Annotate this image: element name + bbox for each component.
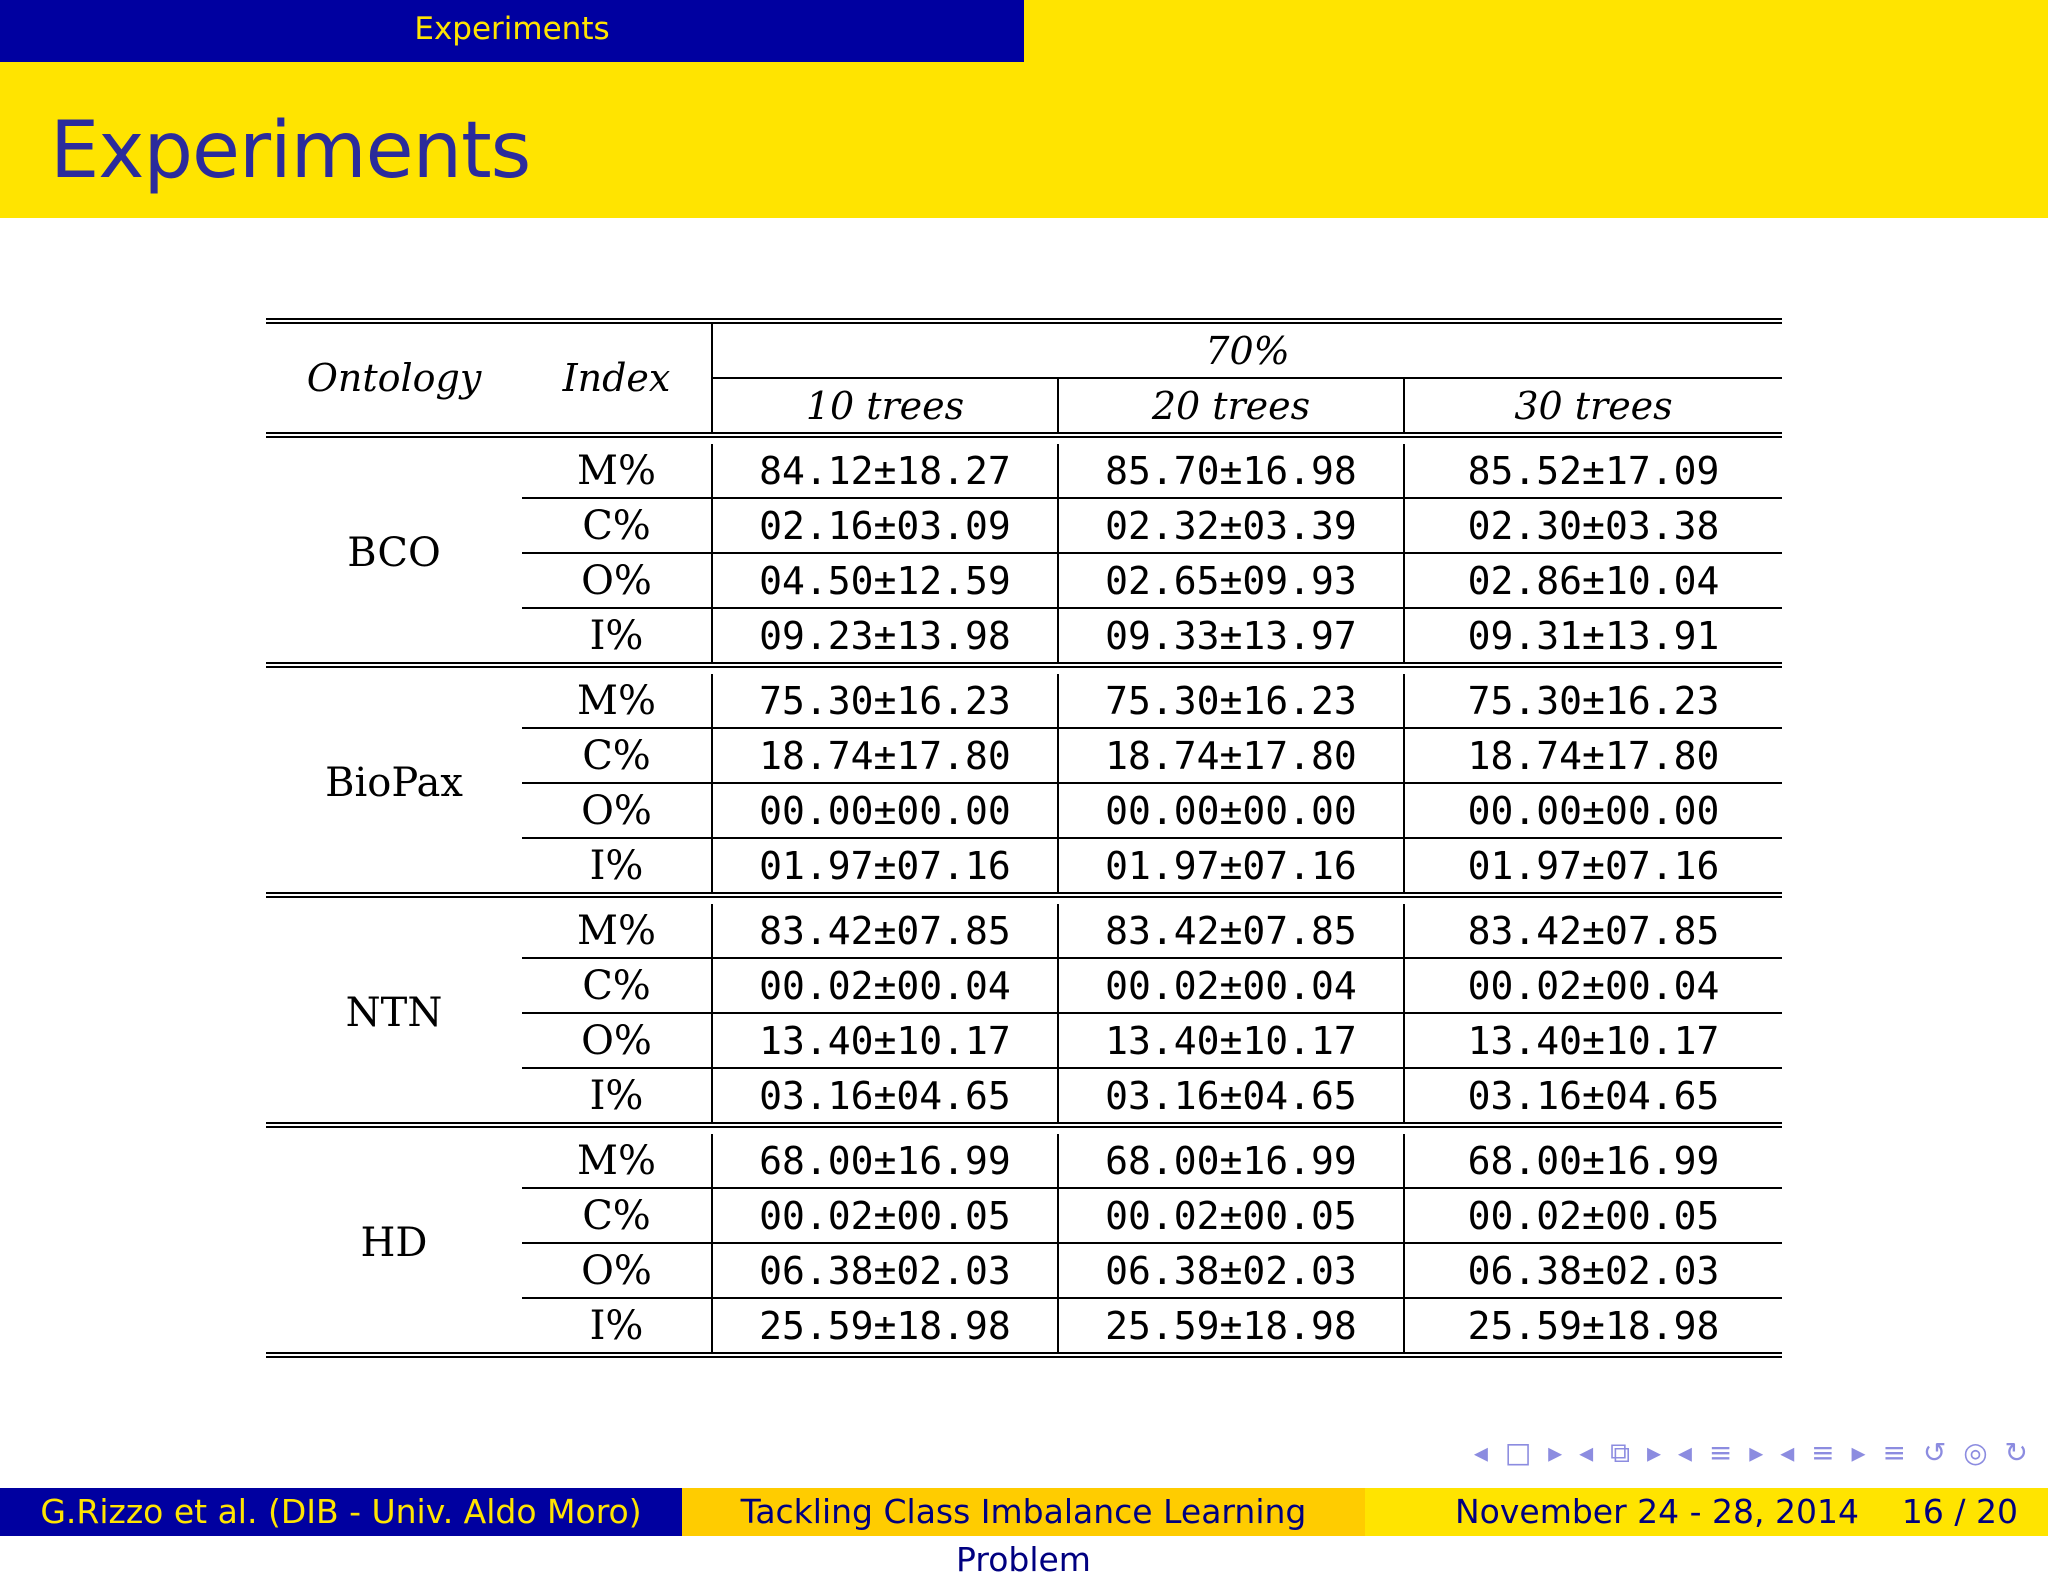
rule-spacer bbox=[266, 435, 1782, 444]
rule-spacer-cell bbox=[266, 435, 1782, 444]
index-label: I% bbox=[522, 838, 712, 895]
value-cell: 06.38±02.03 bbox=[712, 1243, 1058, 1298]
value-cell: 25.59±18.98 bbox=[712, 1298, 1058, 1355]
value-cell: 01.97±07.16 bbox=[1058, 838, 1404, 895]
value-cell: 00.02±00.05 bbox=[1404, 1188, 1782, 1243]
value-cell: 13.40±10.17 bbox=[712, 1013, 1058, 1068]
rule-spacer-cell bbox=[266, 1125, 1782, 1134]
value-cell: 18.74±17.80 bbox=[1058, 728, 1404, 783]
footer-author: G.Rizzo et al. (DIB - Univ. Aldo Moro) bbox=[0, 1488, 682, 1536]
value-cell: 00.02±00.04 bbox=[1404, 958, 1782, 1013]
value-cell: 09.33±13.97 bbox=[1058, 608, 1404, 665]
table-row bbox=[266, 904, 1782, 958]
value-cell: 01.97±07.16 bbox=[1404, 838, 1782, 895]
value-cell: 03.16±04.65 bbox=[712, 1068, 1058, 1125]
rule-spacer bbox=[266, 895, 1782, 904]
ontology-name: HD bbox=[266, 1134, 522, 1355]
value-cell: 85.70±16.98 bbox=[1058, 444, 1404, 498]
value-cell: 06.38±02.03 bbox=[1404, 1243, 1782, 1298]
value-cell: 00.02±00.05 bbox=[712, 1188, 1058, 1243]
ontology-column-header: Ontology bbox=[266, 321, 522, 435]
index-label: M% bbox=[522, 674, 712, 728]
index-label: M% bbox=[522, 444, 712, 498]
index-label: O% bbox=[522, 783, 712, 838]
footer-talk-title: Tackling Class Imbalance Learning Problem bbox=[682, 1488, 1365, 1536]
value-cell: 00.02±00.04 bbox=[712, 958, 1058, 1013]
value-cell: 02.86±10.04 bbox=[1404, 553, 1782, 608]
value-cell: 85.52±17.09 bbox=[1404, 444, 1782, 498]
table-row bbox=[266, 1134, 1782, 1188]
value-cell: 04.50±12.59 bbox=[712, 553, 1058, 608]
index-column-header: Index bbox=[522, 321, 712, 435]
value-cell: 03.16±04.65 bbox=[1404, 1068, 1782, 1125]
value-cell: 18.74±17.80 bbox=[1404, 728, 1782, 783]
trees-header-20: 20 trees bbox=[1058, 378, 1404, 435]
value-cell: 68.00±16.99 bbox=[712, 1134, 1058, 1188]
index-label: I% bbox=[522, 608, 712, 665]
index-label: I% bbox=[522, 1068, 712, 1125]
value-cell: 68.00±16.99 bbox=[1058, 1134, 1404, 1188]
section-nav-experiments[interactable]: Experiments bbox=[0, 0, 1024, 62]
value-cell: 03.16±04.65 bbox=[1058, 1068, 1404, 1125]
rule-spacer bbox=[266, 665, 1782, 674]
table-row bbox=[266, 444, 1782, 498]
value-cell: 09.23±13.98 bbox=[712, 608, 1058, 665]
value-cell: 83.42±07.85 bbox=[1058, 904, 1404, 958]
value-cell: 00.00±00.00 bbox=[1404, 783, 1782, 838]
footer-date: November 24 - 28, 2014 bbox=[1455, 1492, 1859, 1531]
value-cell: 25.59±18.98 bbox=[1058, 1298, 1404, 1355]
value-cell: 13.40±10.17 bbox=[1404, 1013, 1782, 1068]
value-cell: 84.12±18.27 bbox=[712, 444, 1058, 498]
split-group-header: 70% bbox=[712, 321, 1782, 378]
frame-title-band bbox=[0, 62, 2048, 218]
value-cell: 75.30±16.23 bbox=[712, 674, 1058, 728]
top-navigation-bar bbox=[0, 0, 2048, 62]
index-label: C% bbox=[522, 1188, 712, 1243]
table-row bbox=[266, 674, 1782, 728]
trees-header-30: 30 trees bbox=[1404, 378, 1782, 435]
value-cell: 83.42±07.85 bbox=[712, 904, 1058, 958]
index-label: M% bbox=[522, 904, 712, 958]
value-cell: 00.02±00.05 bbox=[1058, 1188, 1404, 1243]
footer-page-number: 16 / 20 bbox=[1901, 1492, 2018, 1531]
ontology-name: BCO bbox=[266, 444, 522, 665]
index-label: O% bbox=[522, 553, 712, 608]
index-label: O% bbox=[522, 1243, 712, 1298]
index-label: C% bbox=[522, 498, 712, 553]
value-cell: 18.74±17.80 bbox=[712, 728, 1058, 783]
value-cell: 02.65±09.93 bbox=[1058, 553, 1404, 608]
value-cell: 25.59±18.98 bbox=[1404, 1298, 1782, 1355]
footer bbox=[0, 1488, 2048, 1579]
frame-title: Experiments bbox=[50, 106, 531, 196]
value-cell: 02.16±03.09 bbox=[712, 498, 1058, 553]
index-label: C% bbox=[522, 728, 712, 783]
value-cell: 00.02±00.04 bbox=[1058, 958, 1404, 1013]
rule-spacer-cell bbox=[266, 895, 1782, 904]
value-cell: 13.40±10.17 bbox=[1058, 1013, 1404, 1068]
rule-spacer-cell bbox=[266, 665, 1782, 674]
table-header-row bbox=[266, 321, 1782, 378]
index-label: M% bbox=[522, 1134, 712, 1188]
value-cell: 75.30±16.23 bbox=[1404, 674, 1782, 728]
value-cell: 01.97±07.16 bbox=[712, 838, 1058, 895]
footer-date-page bbox=[1365, 1488, 2048, 1536]
value-cell: 06.38±02.03 bbox=[1058, 1243, 1404, 1298]
value-cell: 02.32±03.39 bbox=[1058, 498, 1404, 553]
index-label: C% bbox=[522, 958, 712, 1013]
value-cell: 09.31±13.91 bbox=[1404, 608, 1782, 665]
value-cell: 02.30±03.38 bbox=[1404, 498, 1782, 553]
trees-header-10: 10 trees bbox=[712, 378, 1058, 435]
ontology-name: NTN bbox=[266, 904, 522, 1125]
value-cell: 68.00±16.99 bbox=[1404, 1134, 1782, 1188]
value-cell: 00.00±00.00 bbox=[712, 783, 1058, 838]
value-cell: 83.42±07.85 bbox=[1404, 904, 1782, 958]
rule-spacer bbox=[266, 1125, 1782, 1134]
beamer-navigation-icons[interactable]: ◂ □ ▸ ◂ ⧉ ▸ ◂ ≡ ▸ ◂ ≡ ▸ ≡ ↺ ◎ ↻ bbox=[1473, 1436, 2032, 1469]
ontology-name: BioPax bbox=[266, 674, 522, 895]
index-label: I% bbox=[522, 1298, 712, 1355]
value-cell: 75.30±16.23 bbox=[1058, 674, 1404, 728]
results-table bbox=[266, 318, 1782, 1358]
index-label: O% bbox=[522, 1013, 712, 1068]
value-cell: 00.00±00.00 bbox=[1058, 783, 1404, 838]
